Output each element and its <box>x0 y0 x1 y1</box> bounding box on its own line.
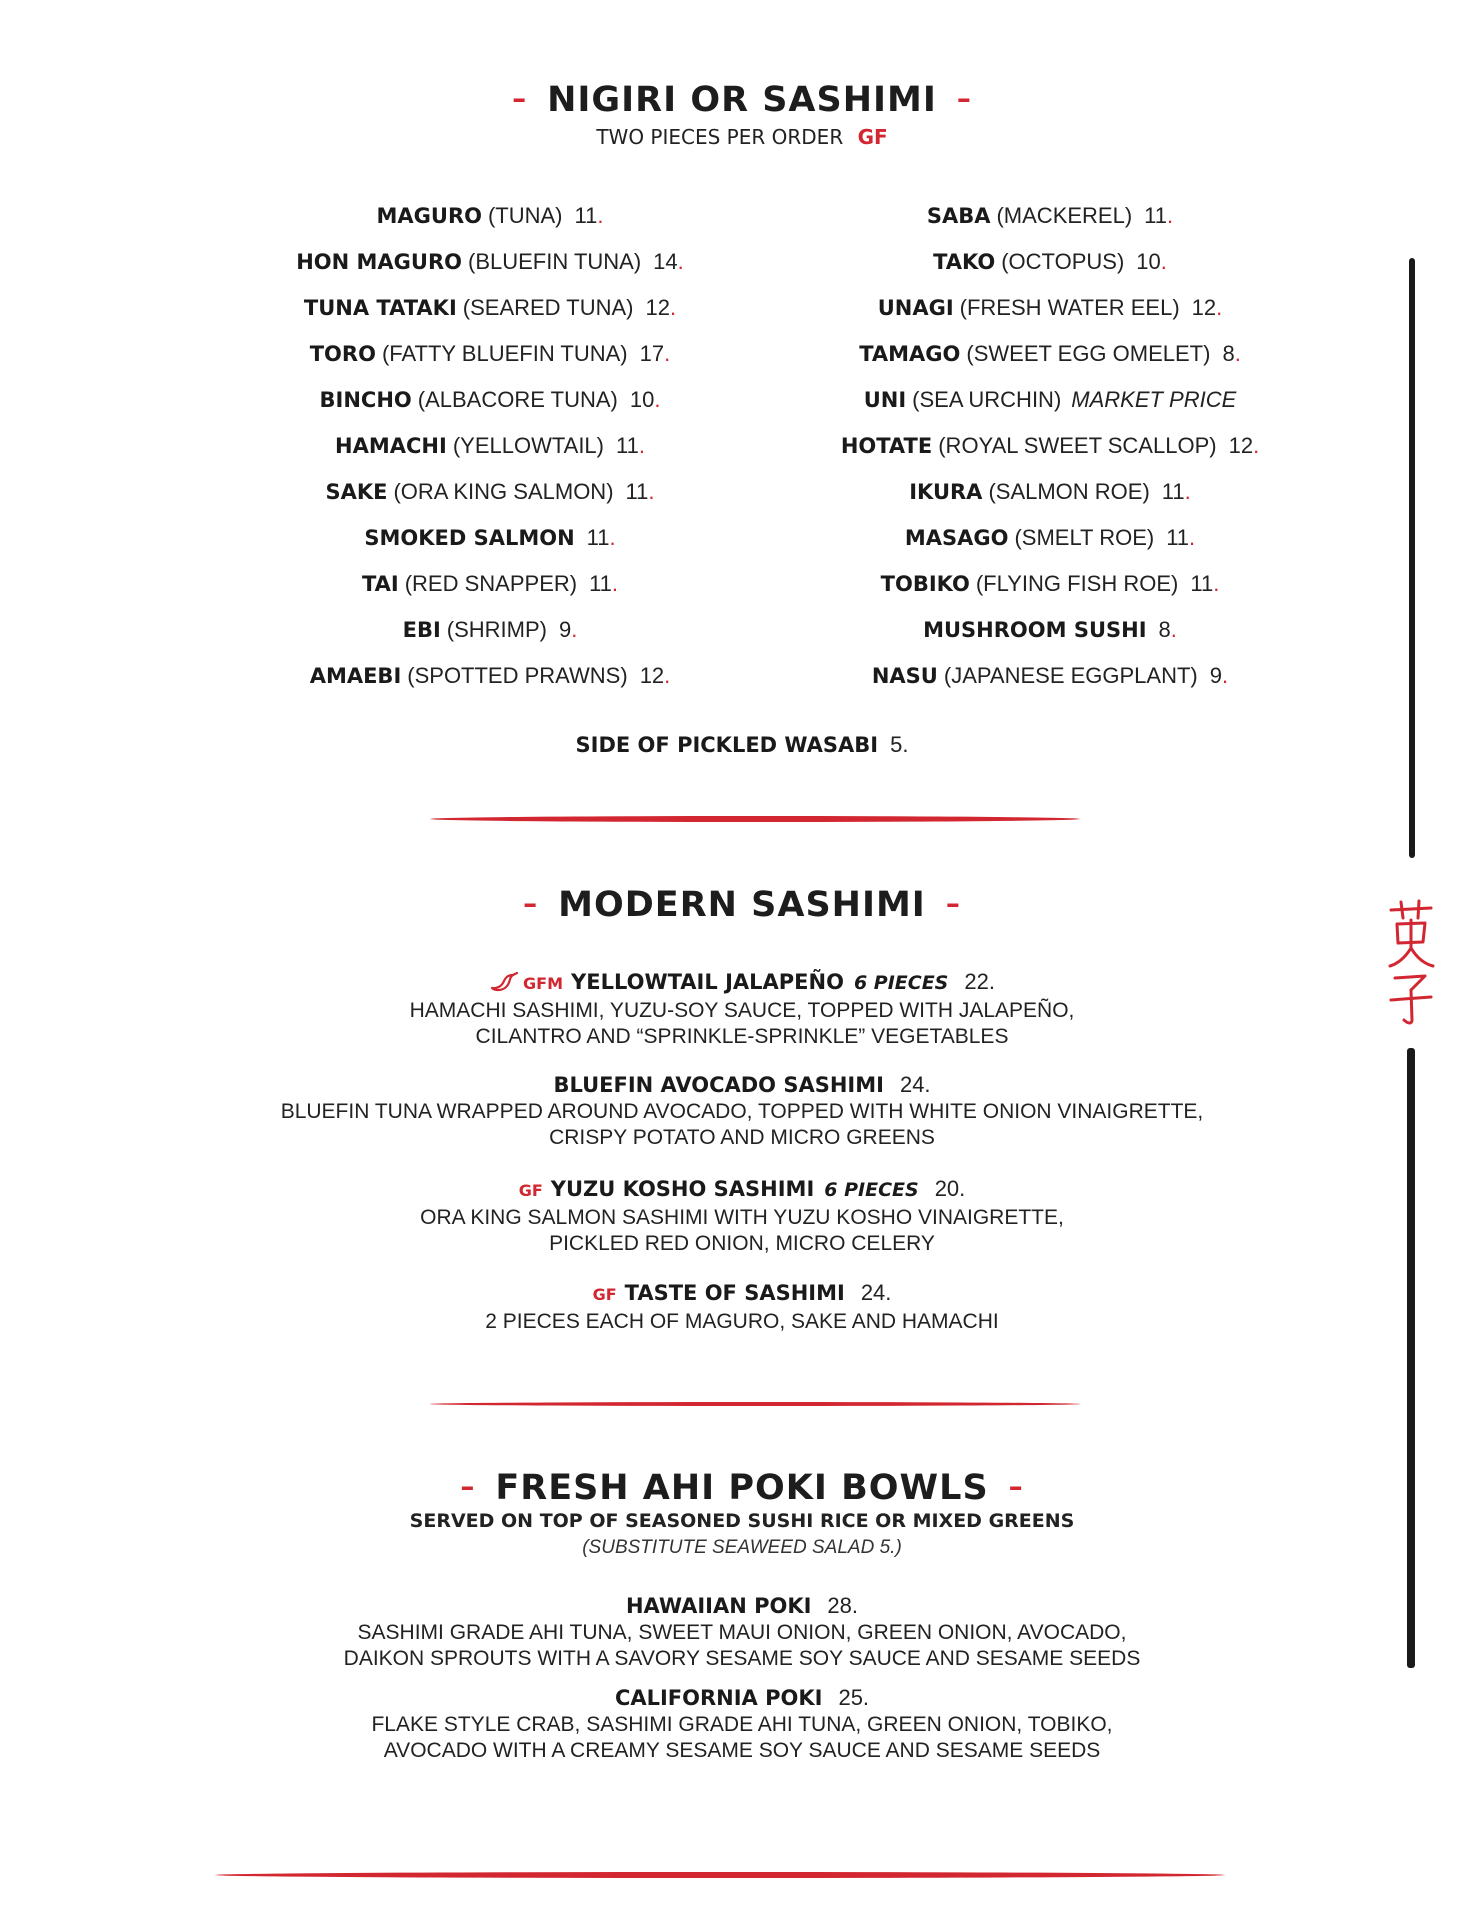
modern-item-bluefin-avocado <box>0 1071 1484 1151</box>
nigiri-item <box>180 331 800 377</box>
nigiri-item-price <box>640 663 671 688</box>
poki-item-description: FLAKE STYLE CRAB, SASHIMI GRADE AHI TUNA, GREEN ONION, TOBIKO, <box>371 1713 1113 1736</box>
nigiri-item-price <box>1159 617 1177 642</box>
modern-item-pieces: 6 PIECES <box>824 1179 919 1201</box>
poki-item-heading <box>0 1592 1484 1620</box>
nigiri-item <box>180 285 800 331</box>
nigiri-item <box>740 193 1360 239</box>
nigiri-item-description: (JAPANESE EGGPLANT) <box>943 663 1198 688</box>
poki-item-description: DAIKON SPROUTS WITH A SAVORY SESAME SOY SAUCE AND SESAME SEEDS <box>343 1647 1141 1670</box>
nigiri-item-price-value: 17 <box>639 341 665 366</box>
nigiri-item-name: HON MAGURO <box>296 250 462 274</box>
nigiri-item-description: (MACKEREL) <box>996 203 1133 228</box>
bottom-divider <box>215 1872 1225 1878</box>
nigiri-item-price-value: 11 <box>1166 525 1190 550</box>
nigiri-item-price <box>630 387 661 412</box>
price-dot: . <box>677 249 684 274</box>
title-dash-right: – <box>1008 1470 1024 1503</box>
nigiri-item <box>740 515 1360 561</box>
nigiri-item <box>180 515 800 561</box>
nigiri-item-name: BINCHO <box>319 388 412 412</box>
modern-item-heading <box>0 1279 1484 1309</box>
nigiri-item-description: (FATTY BLUEFIN TUNA) <box>381 341 628 366</box>
nigiri-item-name: SAKE <box>325 480 388 504</box>
nigiri-item <box>740 239 1360 285</box>
price-dot: . <box>669 295 677 320</box>
nigiri-item <box>740 331 1360 377</box>
poki-substitute-note: (SUBSTITUTE SEAWEED SALAD 5.) <box>582 1537 902 1558</box>
nigiri-item <box>180 469 800 515</box>
title-dash-left: – <box>523 887 539 920</box>
poki-item-hawaiian <box>0 1592 1484 1672</box>
nigiri-item-name: EBI <box>402 618 441 642</box>
nigiri-item-price <box>1192 295 1223 320</box>
poki-item-heading <box>0 1684 1484 1712</box>
nigiri-subtitle <box>0 125 1484 149</box>
nigiri-item-description: (SALMON ROE) <box>988 479 1150 504</box>
poki-item-name: CALIFORNIA POKI <box>614 1686 823 1710</box>
poki-item-name: HAWAIIAN POKI <box>625 1594 812 1618</box>
price-dot: . <box>1189 525 1196 550</box>
brush-stroke-top <box>1409 258 1415 858</box>
nigiri-item-price <box>559 617 577 642</box>
modern-item-description: PICKLED RED ONION, MICRO CELERY <box>549 1232 935 1255</box>
nigiri-item-price <box>1136 249 1167 274</box>
brush-stroke-bottom <box>1407 1048 1415 1668</box>
nigiri-item-price <box>1144 203 1173 228</box>
poki-section-title <box>0 1468 1484 1508</box>
nigiri-left-column <box>180 193 800 699</box>
price-dot: . <box>571 617 578 642</box>
side-item-price: 5. <box>890 732 909 757</box>
poki-item-price: 28. <box>827 1593 859 1618</box>
nigiri-item-name: MUSHROOM SUSHI <box>923 618 1147 642</box>
poki-subtitle: SERVED ON TOP OF SEASONED SUSHI RICE OR MIXED GREENS <box>409 1510 1075 1532</box>
nigiri-item-name: SMOKED SALMON <box>364 526 575 550</box>
side-pickled-wasabi <box>0 722 1484 768</box>
gfm-badge: GFM <box>523 974 564 993</box>
nigiri-item-name: TOBIKO <box>880 572 970 596</box>
nigiri-item <box>740 377 1360 423</box>
nigiri-item-price-value: 12 <box>639 663 665 688</box>
nigiri-item-name: UNI <box>863 388 907 412</box>
nigiri-item-price-value: 8 <box>1158 617 1171 642</box>
nigiri-item-price-value: 10 <box>1136 249 1161 274</box>
nigiri-item <box>180 423 800 469</box>
nigiri-item-market-price: MARKET PRICE <box>1071 387 1237 412</box>
modern-item-name: YUZU KOSHO SASHIMI <box>550 1177 815 1201</box>
price-dot: . <box>597 203 604 228</box>
modern-item-price: 24. <box>860 1280 892 1305</box>
modern-item-name: TASTE OF SASHIMI <box>624 1281 845 1305</box>
nigiri-item-name: MAGURO <box>376 204 482 228</box>
chili-pepper-icon <box>489 972 519 994</box>
modern-item-yuzu-kosho <box>0 1175 1484 1257</box>
price-dot: . <box>1234 341 1241 366</box>
price-dot: . <box>1222 663 1229 688</box>
price-dot: . <box>664 341 671 366</box>
poki-item-description: SASHIMI GRADE AHI TUNA, SWEET MAUI ONION, GREEN ONION, AVOCADO, <box>357 1621 1127 1644</box>
nigiri-item-description: (BLUEFIN TUNA) <box>468 249 642 274</box>
modern-item-price: 20. <box>934 1176 966 1201</box>
modern-item-description: CILANTRO AND “SPRINKLE-SPRINKLE” VEGETABLES <box>475 1025 1009 1048</box>
title-dash-right: – <box>956 82 972 115</box>
poki-item-description: AVOCADO WITH A CREAMY SESAME SOY SAUCE AND SESAME SEEDS <box>383 1739 1101 1762</box>
poki-title-text: FRESH AHI POKI BOWLS <box>495 1468 989 1508</box>
nigiri-item-name: HAMACHI <box>335 434 447 458</box>
title-dash-right: – <box>945 887 961 920</box>
nigiri-item-description: (FLYING FISH ROE) <box>975 571 1179 596</box>
nigiri-item-description: (OCTOPUS) <box>1001 249 1125 274</box>
title-dash-left: – <box>460 1470 476 1503</box>
nigiri-item <box>740 561 1360 607</box>
nigiri-item <box>180 239 800 285</box>
nigiri-item-price <box>587 525 616 550</box>
modern-item-pieces: 6 PIECES <box>853 972 949 994</box>
modern-item-heading <box>0 1175 1484 1205</box>
nigiri-item-name: MASAGO <box>904 526 1009 550</box>
section-divider-1 <box>430 816 1080 822</box>
price-dot: . <box>1170 617 1177 642</box>
gf-badge: GF <box>518 1181 543 1200</box>
modern-item-price: 22. <box>964 969 995 994</box>
nigiri-item <box>180 607 800 653</box>
side-item-name: SIDE OF PICKLED WASABI <box>575 733 879 757</box>
poki-item-price: 25. <box>838 1685 870 1710</box>
nigiri-item-price-value: 11 <box>1161 479 1185 504</box>
nigiri-item-description: (SWEET EGG OMELET) <box>966 341 1211 366</box>
nigiri-item-name: HOTATE <box>840 434 933 458</box>
price-dot: . <box>609 525 616 550</box>
kanji-logo <box>1385 898 1437 1028</box>
nigiri-item-description: (SEA URCHIN) <box>912 387 1062 412</box>
price-dot: . <box>611 571 619 596</box>
nigiri-item-price <box>1162 479 1191 504</box>
nigiri-item-price <box>575 203 604 228</box>
nigiri-item-description: (SHRIMP) <box>446 617 547 642</box>
nigiri-item <box>740 423 1360 469</box>
nigiri-subtitle-text: TWO PIECES PER ORDER <box>596 125 844 149</box>
nigiri-item-name: TORO <box>309 342 376 366</box>
nigiri-item-name: AMAEBI <box>309 664 402 688</box>
nigiri-item-price <box>1229 433 1260 458</box>
nigiri-item-price <box>589 571 618 596</box>
nigiri-item <box>740 469 1360 515</box>
nigiri-item <box>740 653 1360 699</box>
modern-item-description: CRISPY POTATO AND MICRO GREENS <box>549 1126 935 1149</box>
price-dot: . <box>1216 295 1223 320</box>
gf-badge: GF <box>592 1285 617 1304</box>
nigiri-item-price-value: 11 <box>574 203 598 228</box>
modern-item-taste-of-sashimi <box>0 1279 1484 1335</box>
poki-item-california <box>0 1684 1484 1764</box>
nigiri-item-price <box>640 341 671 366</box>
nigiri-item-description: (SEARED TUNA) <box>462 295 634 320</box>
nigiri-right-column <box>740 193 1360 699</box>
modern-item-description: BLUEFIN TUNA WRAPPED AROUND AVOCADO, TOPPED WITH WHITE ONION VINAIGRETTE, <box>280 1100 1204 1123</box>
modern-item-price: 24. <box>899 1072 931 1097</box>
price-dot: . <box>638 433 645 458</box>
nigiri-item-price-value: 11 <box>589 571 612 596</box>
nigiri-item-name: TUNA TATAKI <box>303 296 457 320</box>
nigiri-item-price <box>653 249 684 274</box>
modern-item-name: BLUEFIN AVOCADO SASHIMI <box>553 1073 884 1097</box>
nigiri-item <box>180 561 800 607</box>
nigiri-item-name: SABA <box>926 204 991 228</box>
nigiri-item-description: (TUNA) <box>487 203 563 228</box>
section-divider-2 <box>430 1402 1080 1406</box>
nigiri-item-price-value: 12 <box>645 295 670 320</box>
modern-title-text: MODERN SASHIMI <box>558 885 926 925</box>
price-dot: . <box>664 663 671 688</box>
nigiri-item-name: IKURA <box>909 480 983 504</box>
nigiri-item <box>180 653 800 699</box>
nigiri-item-price <box>1166 525 1195 550</box>
nigiri-item-price <box>626 479 655 504</box>
modern-item-heading <box>0 968 1484 998</box>
nigiri-item-description: (ROYAL SWEET SCALLOP) <box>938 433 1217 458</box>
nigiri-item-description: (SMELT ROE) <box>1014 525 1155 550</box>
nigiri-item <box>180 193 800 239</box>
nigiri-item <box>740 285 1360 331</box>
nigiri-item-name: NASU <box>871 664 938 688</box>
nigiri-item-price-value: 9 <box>559 617 572 642</box>
nigiri-item-price <box>1222 341 1240 366</box>
gluten-free-badge: GF <box>857 125 888 149</box>
modern-item-description: ORA KING SALMON SASHIMI WITH YUZU KOSHO VINAIGRETTE, <box>420 1206 1064 1229</box>
price-dot: . <box>648 479 655 504</box>
nigiri-item-price-value: 12 <box>1228 433 1254 458</box>
nigiri-item-description: (YELLOWTAIL) <box>452 433 604 458</box>
modern-item-heading <box>0 1071 1484 1099</box>
nigiri-item-name: UNAGI <box>877 296 954 320</box>
nigiri-item-description: (SPOTTED PRAWNS) <box>407 663 628 688</box>
price-dot: . <box>1184 479 1191 504</box>
price-dot: . <box>1253 433 1260 458</box>
nigiri-item-price-value: 14 <box>653 249 678 274</box>
nigiri-item <box>740 607 1360 653</box>
nigiri-section-title <box>0 80 1484 120</box>
modern-item-yellowtail-jalapeno <box>0 968 1484 1050</box>
nigiri-item-price-value: 11 <box>586 525 610 550</box>
nigiri-item-price-value: 11 <box>616 433 639 458</box>
nigiri-title-text: NIGIRI OR SASHIMI <box>547 80 937 120</box>
modern-item-description: 2 PIECES EACH OF MAGURO, SAKE AND HAMACHI <box>485 1310 999 1333</box>
nigiri-item-description: (FRESH WATER EEL) <box>959 295 1180 320</box>
nigiri-item-name: TAI <box>361 572 399 596</box>
title-dash-left: – <box>512 82 528 115</box>
modern-item-name: YELLOWTAIL JALAPEÑO <box>571 970 844 994</box>
price-dot: . <box>654 387 661 412</box>
nigiri-item-price <box>646 295 677 320</box>
nigiri-item-description: (ORA KING SALMON) <box>393 479 614 504</box>
nigiri-item-name: TAMAGO <box>859 342 961 366</box>
nigiri-item-description: (RED SNAPPER) <box>404 571 578 596</box>
nigiri-item-price <box>1190 571 1219 596</box>
nigiri-item-price-value: 11 <box>1144 203 1168 228</box>
nigiri-item-price-value: 9 <box>1209 663 1222 688</box>
nigiri-item-price-value: 11 <box>625 479 649 504</box>
nigiri-item-price-value: 10 <box>629 387 655 412</box>
nigiri-item-price-value: 11 <box>1190 571 1214 596</box>
modern-section-title <box>0 885 1484 925</box>
nigiri-item-name: TAKO <box>933 250 996 274</box>
nigiri-item <box>180 377 800 423</box>
price-dot: . <box>1160 249 1167 274</box>
price-dot: . <box>1167 203 1174 228</box>
price-dot: . <box>1213 571 1220 596</box>
nigiri-item-price-value: 8 <box>1222 341 1235 366</box>
nigiri-item-price <box>1210 663 1228 688</box>
modern-item-description: HAMACHI SASHIMI, YUZU-SOY SAUCE, TOPPED WITH JALAPEÑO, <box>409 999 1075 1022</box>
nigiri-item-description: (ALBACORE TUNA) <box>417 387 618 412</box>
nigiri-item-price <box>616 433 645 458</box>
nigiri-item-price-value: 12 <box>1191 295 1217 320</box>
